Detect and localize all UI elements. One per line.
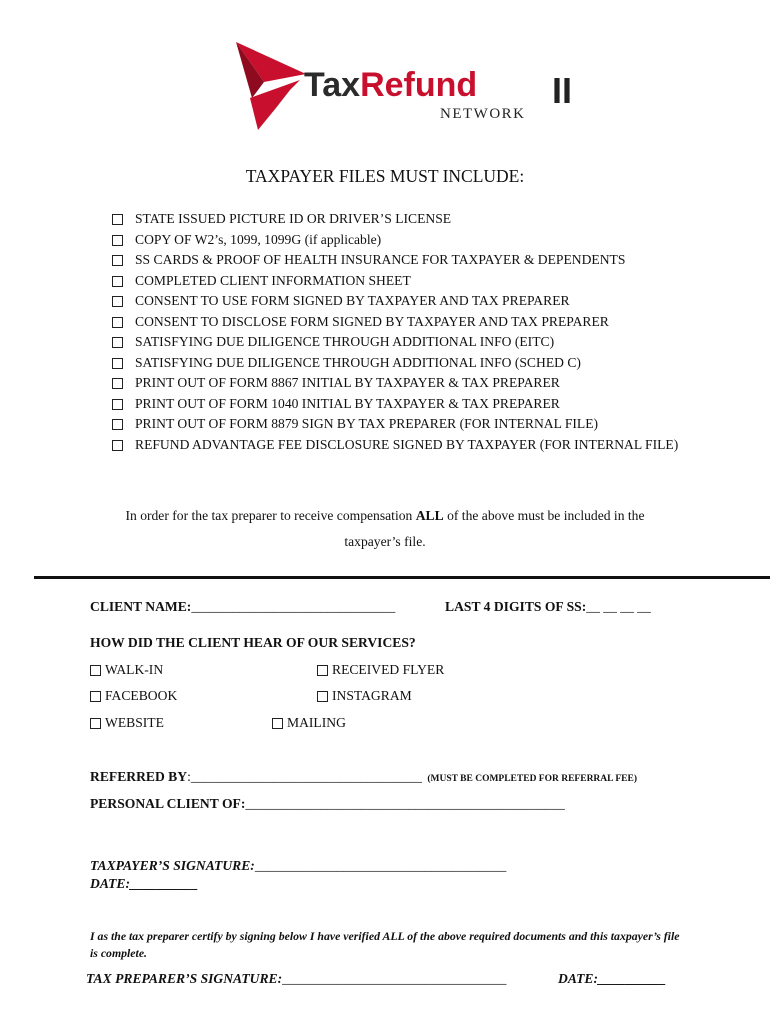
brand-refund-text: Refund <box>360 66 478 104</box>
option-walk-in[interactable] <box>90 662 163 678</box>
requirement-label: CONSENT TO USE FORM SIGNED BY TAXPAYER AND TAX PREPARER <box>135 293 570 308</box>
option-received-flyer[interactable] <box>317 662 444 678</box>
note-text-end: of the above must be included in the <box>443 508 645 523</box>
checkbox[interactable] <box>112 337 123 348</box>
checkbox[interactable] <box>112 214 123 225</box>
requirements-checklist <box>112 209 712 455</box>
compensation-note <box>0 503 770 529</box>
note-text-bold: ALL <box>415 508 444 523</box>
option-label: WEBSITE <box>105 715 164 730</box>
requirement-item[interactable] <box>112 373 712 394</box>
preparer-date-field[interactable] <box>558 971 666 987</box>
requirement-label: PRINT OUT OF FORM 1040 INITIAL BY TAXPAYER & TAX PREPARER <box>135 395 560 411</box>
preparer-date-label: DATE: <box>558 971 599 986</box>
preparer-signature-label: TAX PREPARER’S SIGNATURE: <box>86 971 283 986</box>
requirement-item[interactable] <box>112 291 712 312</box>
taxpayer-signature-blank[interactable]: _____________________________________ <box>254 858 507 873</box>
requirement-item[interactable] <box>112 394 712 415</box>
option-label: MAILING <box>287 715 346 730</box>
brand-numeral: II <box>552 70 573 111</box>
requirement-item[interactable] <box>112 230 712 251</box>
preparer-certification: I as the tax preparer certify by signing below I have verified ALL of the above required documents and this taxpayer’s file is complete. <box>90 929 680 960</box>
checkbox[interactable] <box>112 317 123 328</box>
checkbox[interactable] <box>112 296 123 307</box>
requirement-label: REFUND ADVANTAGE FEE DISCLOSURE SIGNED BY TAXPAYER (FOR INTERNAL FILE) <box>135 436 679 452</box>
option-label: WALK-IN <box>105 662 164 677</box>
page-title: TAXPAYER FILES MUST INCLUDE: <box>245 166 525 186</box>
requirement-label: COMPLETED CLIENT INFORMATION SHEET <box>135 272 411 288</box>
option-website[interactable] <box>90 715 164 731</box>
taxpayer-date-blank[interactable]: __________ <box>130 876 198 891</box>
brand-tax-text: Tax <box>304 66 361 104</box>
requirement-item[interactable] <box>112 435 712 456</box>
preparer-date-blank[interactable]: __________ <box>598 971 666 986</box>
checkbox[interactable] <box>112 255 123 266</box>
option-mailing[interactable] <box>272 715 346 731</box>
tax-refund-network-logo <box>230 36 590 136</box>
checkbox[interactable] <box>90 691 101 702</box>
requirement-label: SATISFYING DUE DILIGENCE THROUGH ADDITIONAL INFO (SCHED C) <box>135 354 581 370</box>
requirement-item[interactable] <box>112 414 712 435</box>
section-divider <box>34 576 770 579</box>
requirement-item[interactable] <box>112 209 712 230</box>
preparer-signature-field[interactable] <box>86 971 506 987</box>
requirement-label: CONSENT TO DISCLOSE FORM SIGNED BY TAXPAYER AND TAX PREPARER <box>135 313 609 329</box>
checkbox[interactable] <box>112 419 123 430</box>
checkbox[interactable] <box>112 440 123 451</box>
checkbox[interactable] <box>112 235 123 246</box>
ss-digits-blank[interactable]: __ __ __ __ <box>586 599 651 614</box>
compensation-note-line2: taxpayer’s file. <box>344 534 426 549</box>
client-name-blank[interactable]: ______________________________ <box>191 599 396 614</box>
checkbox[interactable] <box>112 276 123 287</box>
option-instagram[interactable] <box>317 688 412 704</box>
option-label: FACEBOOK <box>105 688 178 703</box>
requirement-label: COPY OF W2’s, 1099, 1099G (if applicable) <box>135 231 382 247</box>
referred-by-label: REFERRED BY <box>90 769 188 784</box>
ss-digits-label: LAST 4 DIGITS OF SS: <box>445 599 587 614</box>
referral-fee-note: (MUST BE COMPLETED FOR REFERRAL FEE) <box>427 774 637 784</box>
checkbox[interactable] <box>90 665 101 676</box>
requirement-label: PRINT OUT OF FORM 8867 INITIAL BY TAXPAYER & TAX PREPARER <box>135 375 560 390</box>
requirement-item[interactable] <box>112 312 712 333</box>
requirement-item[interactable] <box>112 332 712 353</box>
requirement-label: SATISFYING DUE DILIGENCE THROUGH ADDITIONAL INFO (EITC) <box>135 334 555 349</box>
requirement-item[interactable] <box>112 353 712 374</box>
preparer-signature-blank[interactable]: _________________________________ <box>282 971 507 986</box>
taxpayer-date-field[interactable] <box>90 876 198 892</box>
referred-by-field[interactable] <box>90 769 637 785</box>
taxpayer-signature-label: TAXPAYER’S SIGNATURE: <box>90 858 255 873</box>
checkbox[interactable] <box>90 718 101 729</box>
client-name-field[interactable] <box>90 599 395 615</box>
requirement-label: SS CARDS & PROOF OF HEALTH INSURANCE FOR TAXPAYER & DEPENDENTS <box>135 252 626 267</box>
personal-client-field[interactable] <box>90 796 565 812</box>
brand-wordmark <box>304 66 477 105</box>
ss-digits-field[interactable] <box>445 599 651 615</box>
option-label: RECEIVED FLYER <box>332 662 445 677</box>
checkbox[interactable] <box>112 399 123 410</box>
taxpayer-date-label: DATE: <box>90 876 131 891</box>
checkbox[interactable] <box>112 358 123 369</box>
requirement-item[interactable] <box>112 250 712 271</box>
checkbox[interactable] <box>317 665 328 676</box>
requirement-item[interactable] <box>112 271 712 292</box>
checkbox[interactable] <box>272 718 283 729</box>
referred-by-blank[interactable]: :__________________________________ <box>187 769 422 784</box>
personal-client-label: PERSONAL CLIENT OF: <box>90 796 246 811</box>
brand-subtitle: NETWORK <box>440 106 526 122</box>
checkbox[interactable] <box>112 378 123 389</box>
referral-source-question: HOW DID THE CLIENT HEAR OF OUR SERVICES? <box>90 635 416 650</box>
personal-client-blank[interactable]: _______________________________________________ <box>245 796 565 811</box>
note-text-start: In order for the tax preparer to receive compensation <box>125 508 416 523</box>
checkbox[interactable] <box>317 691 328 702</box>
taxpayer-signature-field[interactable] <box>90 858 506 874</box>
client-name-label: CLIENT NAME: <box>90 599 192 614</box>
requirement-label: PRINT OUT OF FORM 8879 SIGN BY TAX PREPARER (FOR INTERNAL FILE) <box>135 416 599 431</box>
option-label: INSTAGRAM <box>332 688 412 703</box>
requirement-label: STATE ISSUED PICTURE ID OR DRIVER’S LICENSE <box>135 211 452 226</box>
option-facebook[interactable] <box>90 688 177 704</box>
